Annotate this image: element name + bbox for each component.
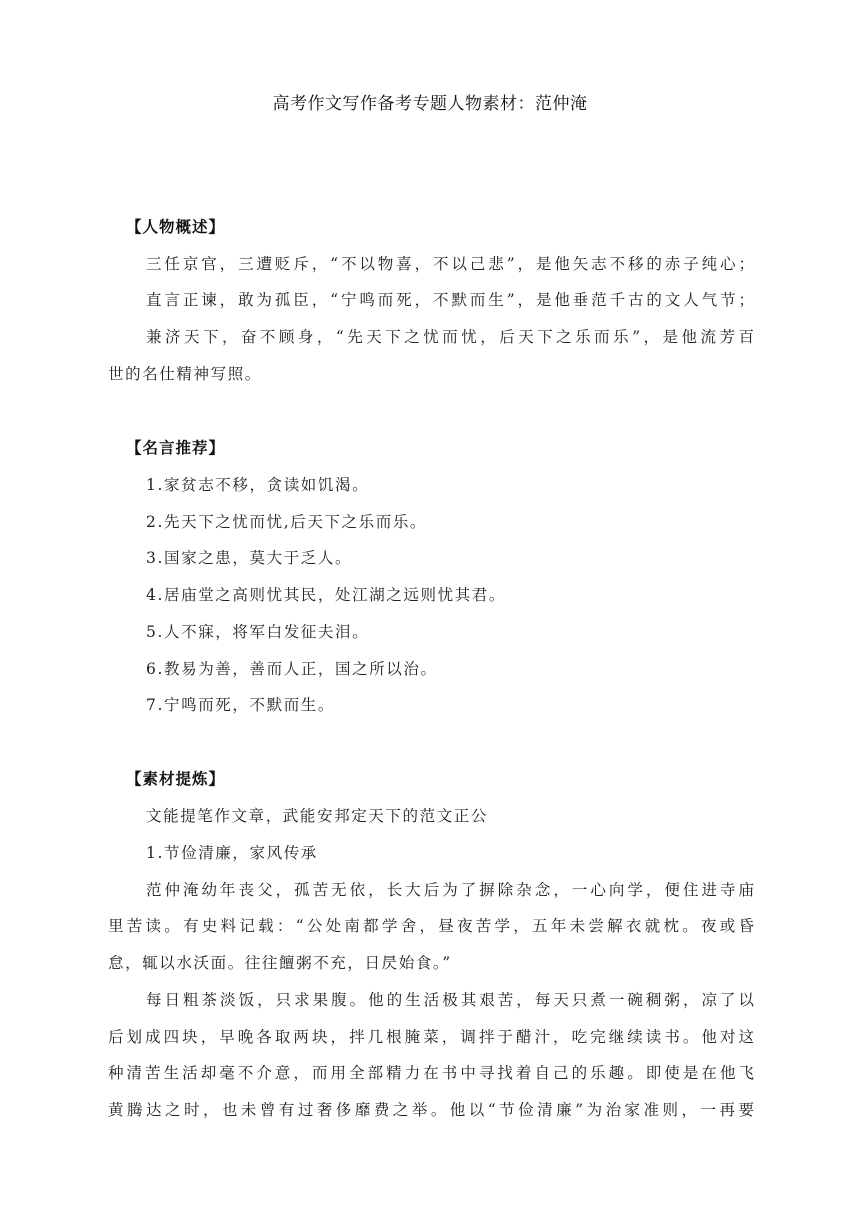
overview-line: 直言正谏，敢为孤臣，“宁鸣而死，不默而生”，是他垂范千古的文人气节； [146,291,754,309]
document-title: 高考作文写作备考专题人物素材：范仲淹 [272,94,588,114]
paragraph-line: 种清苦生活却毫不介意，而用全部精力在书中寻找着自己的乐趣。即使是在他飞 [108,1064,754,1082]
paragraph-line: 黄腾达之时，也未曾有过奢侈靡费之举。他以“节俭清廉”为治家准则，一再要 [108,1101,754,1119]
paragraph-line: 怠，辄以水沃面。往往饘粥不充，日昃始食。” [108,954,452,972]
paragraph-line: 范仲淹幼年丧父，孤苦无依，长大后为了摒除杂念，一心向学，便住进寺庙 [146,881,754,899]
quote-item: 2.先天下之忧而忧,后天下之乐而乐。 [146,513,428,531]
quote-item: 7.宁鸣而死，不默而生。 [146,696,335,714]
quote-item: 3.国家之患，莫大于乏人。 [146,549,353,567]
overview-line: 三任京官，三遭贬斥，“不以物喜，不以己悲”，是他矢志不移的赤子纯心； [146,255,754,273]
quote-item: 5.人不寐，将军白发征夫泪。 [146,623,370,641]
paragraph-line: 里苦读。有史料记载：“公处南都学舍，昼夜苦学，五年未尝解衣就枕。夜或昏 [108,917,754,935]
material-subtitle: 文能提笔作文章，武能安邦定天下的范文正公 [146,807,489,825]
paragraph-line: 后划成四块，早晚各取两块，拌几根腌菜，调拌于醋汁，吃完继续读书。他对这 [108,1028,754,1046]
quote-item: 6.教易为善，善而人正，国之所以治。 [146,660,438,678]
paragraph-line: 每日粗茶淡饭，只求果腹。他的生活极其艰苦，每天只煮一碗稠粥，凉了以 [146,991,754,1009]
overview-heading: 【人物概述】 [126,218,226,236]
material-heading: 【素材提炼】 [126,770,226,788]
quotes-heading: 【名言推荐】 [126,439,226,457]
quote-item: 4.居庙堂之高则忧其民，处江湖之远则忧其君。 [146,586,506,604]
material-point-heading: 1.节俭清廉，家风传承 [146,844,318,862]
quote-item: 1.家贫志不移，贪读如饥渴。 [146,476,370,494]
overview-line: 世的名仕精神写照。 [108,365,262,383]
overview-line: 兼济天下，奋不顾身，“先天下之忧而忧，后天下之乐而乐”，是他流芳百 [146,328,754,346]
